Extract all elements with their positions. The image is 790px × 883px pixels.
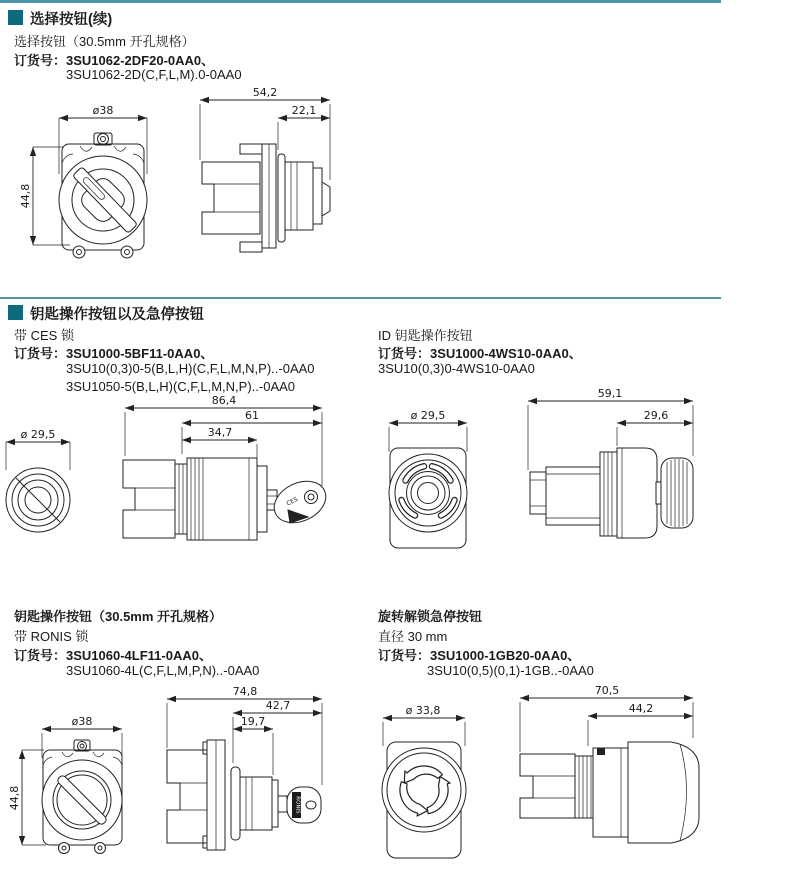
ronis-front-view [8, 715, 122, 854]
section1-title: 选择按钮(续) [30, 12, 113, 28]
dim-label-dia: ø 33,8 [405, 704, 441, 717]
dim-label-dia: ø38 [92, 104, 114, 117]
ronis-key [287, 787, 321, 823]
section2-marker-icon [8, 305, 23, 320]
order-label: 订货号： [378, 648, 431, 663]
dim-label-total: 54,2 [252, 86, 278, 99]
dim-label-height: 44,8 [8, 785, 21, 811]
top-rule [0, 0, 721, 3]
order-label: 订货号： [14, 53, 67, 68]
order-label: 订货号： [14, 648, 67, 663]
section3-right-title: 旋转解锁急停按钮 [378, 609, 483, 624]
id-front-view [389, 409, 467, 548]
section2-right-order-line2: 3SU10(0,3)0-4WS10-0AA0 [378, 361, 535, 376]
order-number-bold: 3SU1000-4WS10-0AA0、 [430, 346, 582, 361]
section2-left-order-line2: 3SU10(0,3)0-5(B,L,H)(C,F,L,M,N,P)..-0AA0 [66, 361, 315, 376]
section3-right-order-line2: 3SU10(0,5)(0,1)-1GB..-0AA0 [427, 663, 594, 678]
drawing-selector-30mm [20, 88, 340, 270]
section2-left-order-line1 [14, 343, 213, 362]
drawing-estop-button [375, 684, 720, 868]
dim-label-total: 59,1 [597, 387, 623, 400]
id-knob [661, 458, 693, 528]
section2-left-subtitle: 带 CES 锁 [14, 328, 74, 343]
section3-left-title: 钥匙操作按钮（30.5mm 开孔规格） [14, 609, 223, 624]
section3-left-order-line2: 3SU1060-4L(C,F,L,M,P,N)..-0AA0 [66, 663, 260, 678]
order-number-bold: 3SU1000-1GB20-0AA0、 [430, 648, 581, 663]
key-brand-label: CES [285, 495, 300, 508]
section1-subtitle: 选择按钮（30.5mm 开孔规格） [14, 34, 195, 49]
dim-label-front: 34,7 [207, 426, 233, 439]
estop-front-view [382, 704, 466, 858]
estop-mushroom-head [628, 742, 699, 843]
drawing-id-key-button [375, 387, 720, 555]
drawing-ronis-key-button [8, 685, 335, 868]
estop-side-view [520, 684, 699, 843]
section3-left-order-line1 [14, 645, 212, 664]
dim-label-total: 70,5 [594, 684, 620, 697]
order-number-bold: 3SU1062-2DF20-0AA0、 [66, 53, 215, 68]
order-number-bold: 3SU1060-4LF11-0AA0、 [66, 648, 212, 663]
dim-label-mid: 61 [245, 409, 259, 422]
dim-label-dia: ø 29,5 [410, 409, 446, 422]
ces-key [267, 473, 332, 530]
dim-label-total: 74,8 [232, 685, 258, 698]
section3-left-subtitle: 带 RONIS 锁 [14, 629, 89, 644]
dim-label-total: 86,4 [211, 394, 237, 407]
section3-right-order-line1 [378, 645, 580, 664]
ces-front-view [6, 428, 70, 532]
order-label: 订货号： [378, 346, 431, 361]
dim-label-height: 44,8 [19, 183, 32, 209]
selector-front-view [19, 104, 147, 258]
section2-left-order-line3: 3SU1050-5(B,L,H)(C,F,L,M,N,P)..-0AA0 [66, 379, 296, 394]
ronis-side-view [167, 685, 322, 850]
dim-label-front: 19,7 [240, 715, 266, 728]
dim-label-dia: ø38 [71, 715, 93, 728]
dim-label-front: 29,6 [643, 409, 669, 422]
section2-rule [0, 297, 721, 299]
selector-knob-side [322, 182, 330, 216]
key-brand-label: RONIS [294, 796, 301, 814]
section1-marker-icon [8, 10, 23, 25]
dim-label-mid: 42,7 [265, 699, 291, 712]
section2-title: 钥匙操作按钮以及急停按钮 [30, 307, 204, 323]
order-label: 订货号： [14, 346, 67, 361]
selector-side-view [200, 86, 330, 252]
drawing-ces-key-button [5, 396, 345, 554]
ces-side-view [123, 394, 333, 540]
section3-right-subtitle: 直径 30 mm [378, 629, 448, 644]
dim-label-front: 22,1 [291, 104, 317, 117]
section1-order-line2: 3SU1062-2D(C,F,L,M).0-0AA0 [66, 67, 242, 82]
section2-right-order-line1 [378, 343, 582, 362]
dim-label-front: 44,2 [628, 702, 654, 715]
order-number-bold: 3SU1000-5BF11-0AA0、 [66, 346, 214, 361]
id-side-view [528, 387, 693, 538]
dim-label-dia: ø 29,5 [20, 428, 56, 441]
section2-right-subtitle: ID 钥匙操作按钮 [378, 328, 473, 343]
